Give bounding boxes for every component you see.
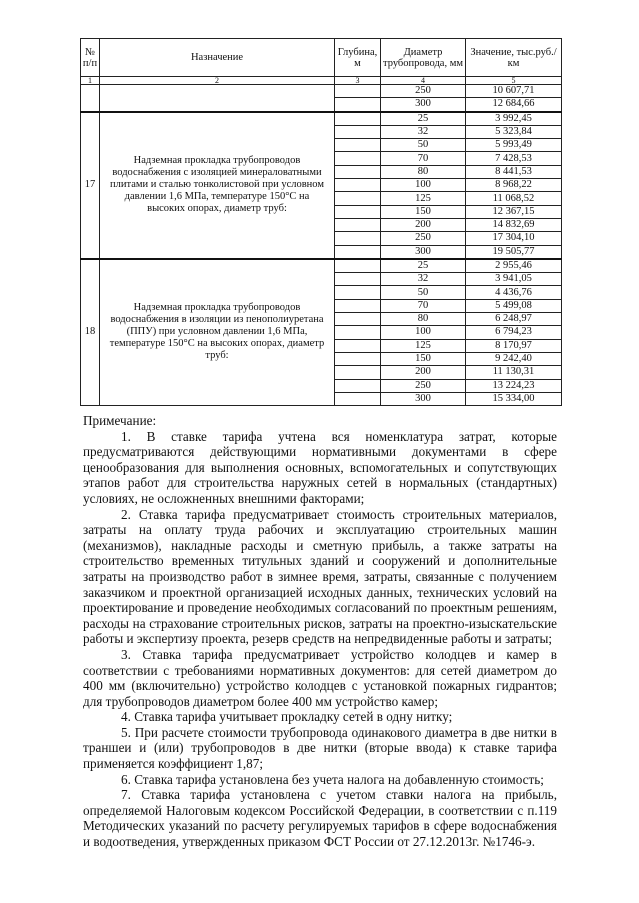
depth-cell — [335, 165, 381, 178]
depth-cell — [335, 232, 381, 245]
value-cell: 17 304,10 — [466, 232, 562, 245]
depth-cell — [335, 152, 381, 165]
depth-cell — [335, 259, 381, 273]
depth-cell — [335, 218, 381, 231]
value-cell: 5 323,84 — [466, 125, 562, 138]
diameter-cell: 32 — [381, 125, 466, 138]
depth-cell — [335, 273, 381, 286]
diameter-cell: 70 — [381, 152, 466, 165]
value-cell: 11 130,31 — [466, 366, 562, 379]
diameter-cell: 100 — [381, 326, 466, 339]
depth-cell — [335, 125, 381, 138]
value-cell: 10 607,71 — [466, 85, 562, 98]
value-cell: 3 992,45 — [466, 112, 562, 126]
column-number: 2 — [100, 77, 335, 85]
value-cell: 5 993,49 — [466, 139, 562, 152]
value-cell: 9 242,40 — [466, 352, 562, 365]
diameter-cell: 100 — [381, 179, 466, 192]
diameter-cell: 200 — [381, 218, 466, 231]
depth-cell — [335, 339, 381, 352]
depth-cell — [335, 379, 381, 392]
note-item: 6. Ставка тарифа установлена без учета налога на добавленную стоимость; — [121, 771, 544, 787]
depth-cell — [335, 352, 381, 365]
note-item: 5. При расчете стоимости трубопровода одинакового диаметра в две нитки в траншеи и (или) трубопроводов в две нитки (вторые ввода) к ставке тарифа применяется коэффициент 1,87; — [83, 724, 557, 772]
diameter-cell: 250 — [381, 232, 466, 245]
column-number: 3 — [335, 77, 381, 85]
table-row — [81, 259, 562, 273]
row-description: Надземная прокладка трубопроводов водоснабжения с изоляцией минераловатными плитами и сталью тонколистовой при условном давлении 1,6 МПа, температуре 150°С на высоких опорах, диаметр труб: — [100, 112, 335, 259]
diameter-cell: 150 — [381, 205, 466, 218]
diameter-cell: 300 — [381, 245, 466, 259]
value-cell: 12 367,15 — [466, 205, 562, 218]
table-body — [81, 85, 562, 406]
depth-cell — [335, 313, 381, 326]
depth-cell — [335, 205, 381, 218]
value-cell: 15 334,00 — [466, 392, 562, 405]
depth-cell — [335, 392, 381, 405]
depth-cell — [335, 85, 381, 98]
value-cell: 4 436,76 — [466, 286, 562, 299]
value-cell: 11 068,52 — [466, 192, 562, 205]
row-number: 18 — [81, 259, 100, 406]
diameter-cell: 250 — [381, 379, 466, 392]
depth-cell — [335, 139, 381, 152]
diameter-cell: 50 — [381, 139, 466, 152]
diameter-cell: 25 — [381, 259, 466, 273]
value-cell: 8 968,22 — [466, 179, 562, 192]
column-number: 1 — [81, 77, 100, 85]
note-item: 4. Ставка тарифа учитывает прокладку сетей в одну нитку; — [121, 709, 453, 725]
header-number: № п/п — [81, 39, 100, 77]
value-cell: 13 224,23 — [466, 379, 562, 392]
header-diameter: Диаметр трубопровода, мм — [381, 39, 466, 77]
diameter-cell: 25 — [381, 112, 466, 126]
notes-title: Примечание: — [83, 413, 157, 428]
row-description — [100, 85, 335, 112]
depth-cell — [335, 245, 381, 259]
row-description: Надземная прокладка трубопроводов водоснабжения в изоляции из пенополиуретана (ППУ) при условном давлении 1,6 МПа, температуре 150°С на высоких опорах, диаметр труб: — [100, 259, 335, 406]
diameter-cell: 32 — [381, 273, 466, 286]
note-item: 1. В ставке тарифа учтена вся номенклатура затрат, которые предусматриваются действующими нормативными документами в сфере ценообразования для выполнения основных, вспомогательных и сопутствующих этапов работ для строительства наружных сетей в нормальных (стандартных) условиях, не осложненных внешними факторами; — [83, 428, 557, 506]
row-number — [81, 85, 100, 112]
value-cell: 2 955,46 — [466, 259, 562, 273]
row-number: 17 — [81, 112, 100, 259]
header-row — [81, 39, 562, 77]
note-item: 7. Ставка тарифа установлена с учетом ставки налога на прибыль, определяемой Налоговым кодексом Российской Федерации, в соответствии с п.119 Методических указаний по расчету регулируемых тарифов в сфере водоснабжения и водоотведения, утвержденных приказом ФСТ России от 27.12.2013г. №1746-э. — [83, 787, 557, 850]
diameter-cell: 150 — [381, 352, 466, 365]
diameter-cell: 250 — [381, 85, 466, 98]
depth-cell — [335, 112, 381, 126]
table-row — [81, 85, 562, 98]
value-cell: 6 248,97 — [466, 313, 562, 326]
value-cell: 8 441,53 — [466, 165, 562, 178]
depth-cell — [335, 192, 381, 205]
depth-cell — [335, 326, 381, 339]
diameter-cell: 70 — [381, 299, 466, 312]
value-cell: 3 941,05 — [466, 273, 562, 286]
column-number: 4 — [381, 77, 466, 85]
depth-cell — [335, 286, 381, 299]
depth-cell — [335, 299, 381, 312]
column-number: 5 — [466, 77, 562, 85]
value-cell: 8 170,97 — [466, 339, 562, 352]
header-purpose: Назначение — [100, 39, 335, 77]
depth-cell — [335, 366, 381, 379]
column-number-row — [81, 77, 562, 85]
table-row — [81, 112, 562, 126]
diameter-cell: 300 — [381, 98, 466, 112]
diameter-cell: 125 — [381, 339, 466, 352]
value-cell: 5 499,08 — [466, 299, 562, 312]
depth-cell — [335, 179, 381, 192]
tariff-table — [80, 38, 562, 406]
note-item: 2. Ставка тарифа предусматривает стоимость строительных материалов, затраты на оплату труда рабочих и эксплуатацию строительных машин (механизмов), накладные расходы и сметную прибыль, а также затраты на строительство временных титульных зданий и сооружений и дополнительные затраты на производство работ в зимнее время, затраты, связанные с получением заказчиком и проектной организацией исходных данных, технических условий на проектирование и проведение необходимых согласований по проектным решениям, расходы на страхование строительных рисков, затраты на проектно-изыскательские работы и экспертизу проекта, резерв средств на непредвиденные работы и затраты; — [83, 506, 557, 647]
diameter-cell: 125 — [381, 192, 466, 205]
diameter-cell: 80 — [381, 313, 466, 326]
diameter-cell: 80 — [381, 165, 466, 178]
value-cell: 14 832,69 — [466, 218, 562, 231]
value-cell: 6 794,23 — [466, 326, 562, 339]
diameter-cell: 200 — [381, 366, 466, 379]
notes — [83, 413, 557, 850]
value-cell: 12 684,66 — [466, 98, 562, 112]
value-cell: 7 428,53 — [466, 152, 562, 165]
depth-cell — [335, 98, 381, 112]
note-item: 3. Ставка тарифа предусматривает устройство колодцев и камер в соответствии с требованиями нормативных документов: для сетей диаметром до 400 мм (включительно) устройство колодцев с установкой пожарных гидрантов; для трубопроводов диаметром более 400 мм устройство камер; — [83, 646, 557, 709]
diameter-cell: 50 — [381, 286, 466, 299]
header-depth: Глубина, м — [335, 39, 381, 77]
value-cell: 19 505,77 — [466, 245, 562, 259]
diameter-cell: 300 — [381, 392, 466, 405]
header-value: Значение, тыс.руб./км — [466, 39, 562, 77]
